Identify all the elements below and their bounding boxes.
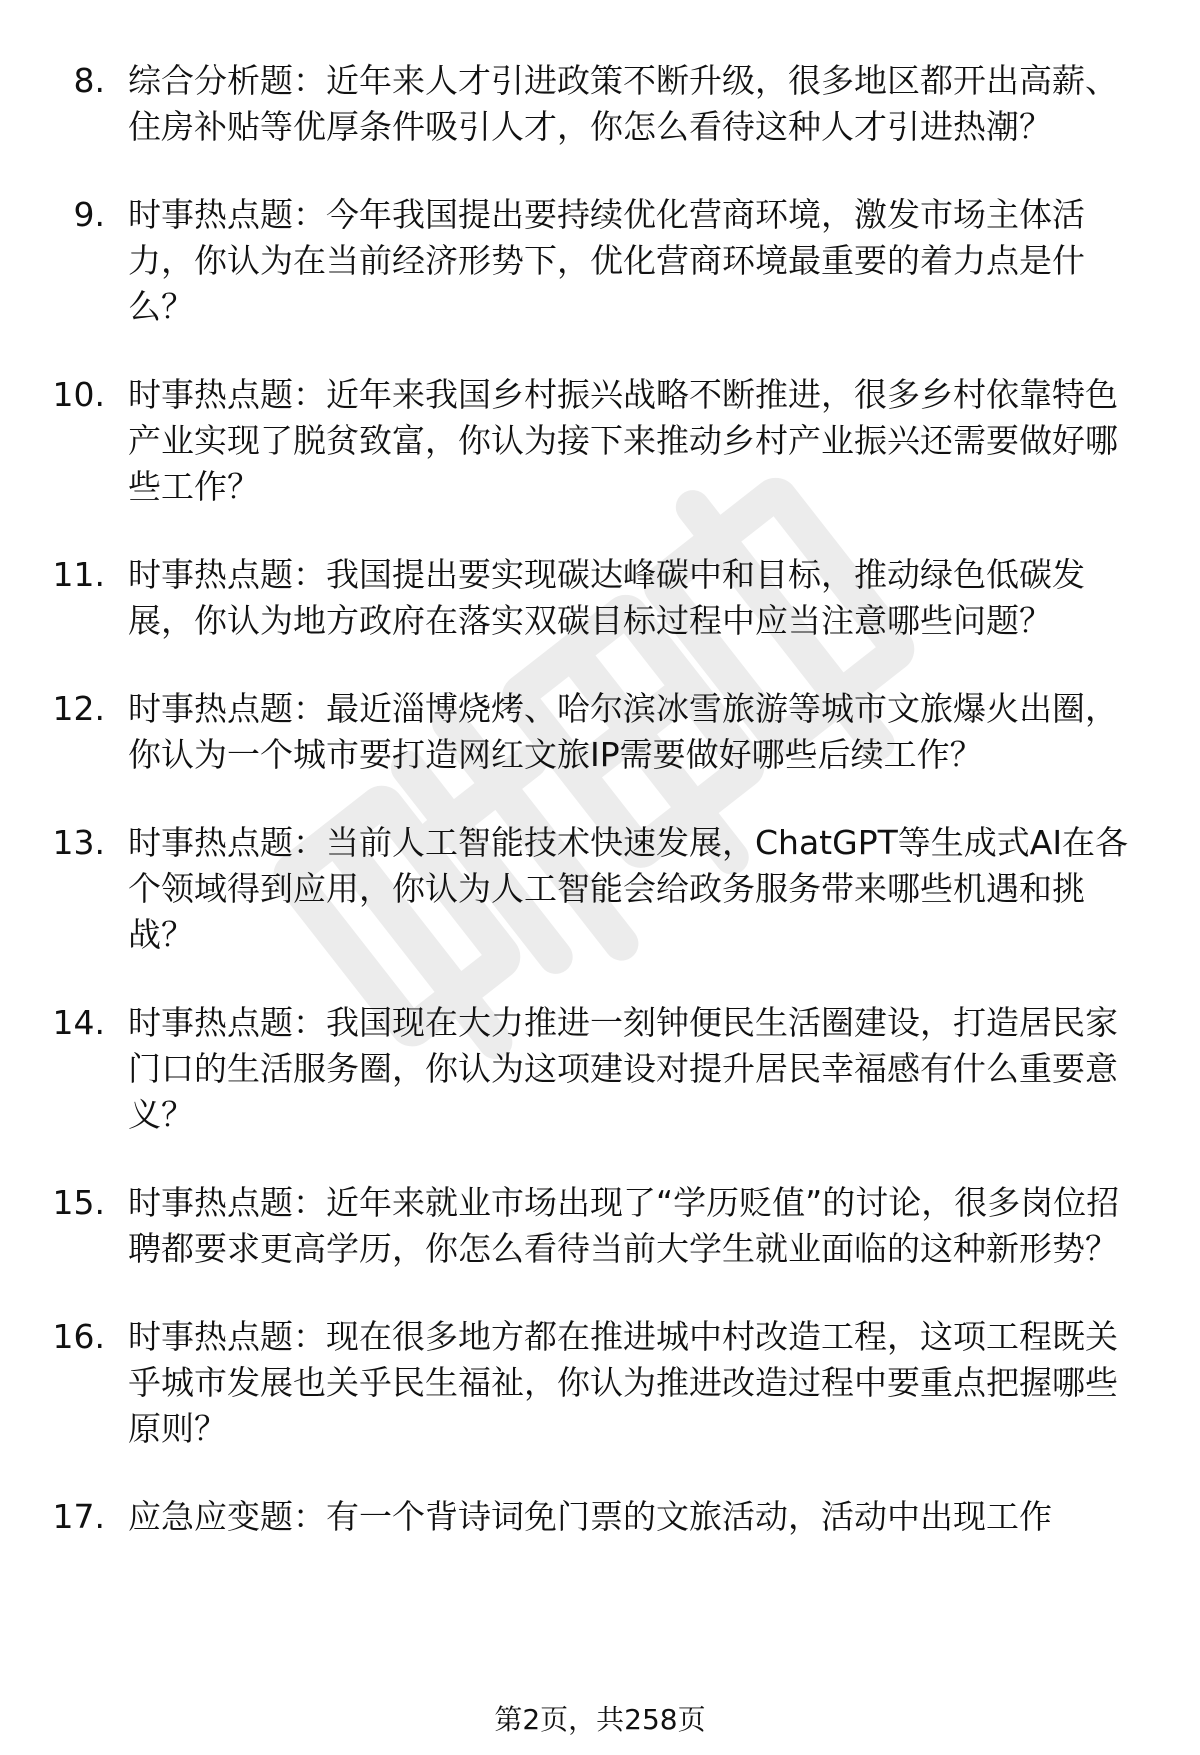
list-item [0,192,1200,330]
question-number: 15. [52,1183,105,1222]
question-number: 11. [52,555,105,594]
question-number: 8. [73,61,105,100]
question-text: 时事热点题：我国现在大力推进一刻钟便民生活圈建设，打造居民家门口的生活服务圈，你认为这项建设对提升居民幸福感有什么重要意义？ [128,1003,1118,1134]
list-item [0,1494,1200,1540]
question-number: 13. [52,823,105,862]
page-number-footer: 第2页，共258页 [494,1703,706,1736]
question-text: 时事热点题：我国提出要实现碳达峰碳中和目标，推动绿色低碳发展，你认为地方政府在落实双碳目标过程中应当注意哪些问题？ [128,555,1085,640]
list-item [0,686,1200,778]
list-item [0,1000,1200,1138]
question-list [0,58,1200,1582]
question-number: 14. [52,1003,105,1042]
question-text: 时事热点题：当前人工智能技术快速发展，ChatGPT等生成式AI在各个领域得到应用，你认为人工智能会给政务服务带来哪些机遇和挑战？ [128,823,1129,954]
question-number: 12. [52,689,105,728]
question-number: 10. [52,375,105,414]
list-item [0,820,1200,958]
list-item [0,1314,1200,1452]
list-item [0,58,1200,150]
list-item [0,1180,1200,1272]
question-text: 时事热点题：近年来就业市场出现了“学历贬值”的讨论，很多岗位招聘都要求更高学历，你怎么看待当前大学生就业面临的这种新形势？ [128,1183,1120,1268]
question-text: 时事热点题：最近淄博烧烤、哈尔滨冰雪旅游等城市文旅爆火出圈，你认为一个城市要打造网红文旅IP需要做好哪些后续工作？ [128,689,1118,774]
question-number: 9. [73,195,105,234]
question-text: 时事热点题：现在很多地方都在推进城中村改造工程，这项工程既关乎城市发展也关乎民生福祉，你认为推进改造过程中要重点把握哪些原则？ [128,1317,1118,1448]
list-item [0,372,1200,510]
question-text: 综合分析题：近年来人才引进政策不断升级，很多地区都开出高薪、住房补贴等优厚条件吸引人才，你怎么看待这种人才引进热潮？ [128,61,1118,146]
question-number: 17. [52,1497,105,1536]
question-number: 16. [52,1317,105,1356]
question-text: 时事热点题：近年来我国乡村振兴战略不断推进，很多乡村依靠特色产业实现了脱贫致富，你认为接下来推动乡村产业振兴还需要做好哪些工作？ [128,375,1118,506]
question-text: 时事热点题：今年我国提出要持续优化营商环境，激发市场主体活力，你认为在当前经济形势下，优化营商环境最重要的着力点是什么？ [128,195,1085,326]
question-text: 应急应变题：有一个背诗词免门票的文旅活动，活动中出现工作 [128,1497,1052,1536]
list-item [0,552,1200,644]
